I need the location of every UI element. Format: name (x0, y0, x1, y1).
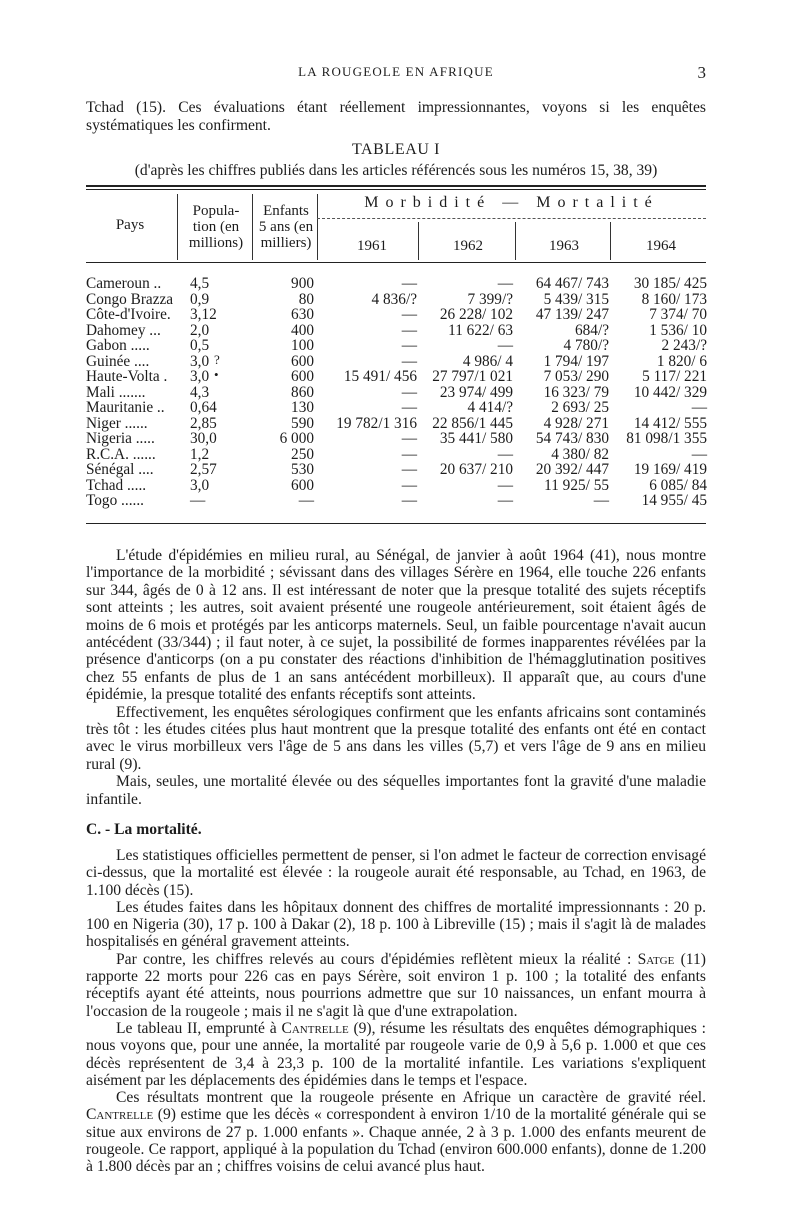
running-head (86, 64, 706, 86)
cell-enfants: 80 (298, 290, 314, 308)
table-row (86, 337, 706, 354)
text-run: Le tableau II, emprunté à (116, 1019, 282, 1037)
cell-1964: 14 955/ 45 (641, 492, 707, 509)
cell-1963: 54 743/ 830 (535, 430, 609, 447)
cell-1963: 20 392/ 447 (535, 461, 609, 478)
cell-1963: 1 794/ 197 (543, 352, 609, 370)
table-row (86, 492, 706, 509)
cell-population: 2,85 (190, 414, 217, 432)
cell-population: 30,0 (190, 430, 217, 447)
cell-1961: — (401, 337, 417, 354)
cell-population: — (190, 492, 206, 509)
cell-1963: 4 780/? (563, 337, 609, 354)
cell-pays: Guinée .... (86, 352, 150, 370)
table-header-rule (86, 262, 706, 263)
table-row (86, 399, 706, 416)
cell-enfants: — (298, 492, 314, 509)
cell-1961: — (401, 445, 417, 463)
paragraph: Les statistiques officielles permettent de penser, si l'on admet le facteur de correction envisagé ci-dessus, que la mortalité est élevée : la rougeole aurait été responsable, au Tchad, en 1963, de 1.100 décès (15). (86, 847, 706, 899)
page-number: 3 (697, 63, 706, 82)
header-underline (317, 218, 706, 219)
cell-1961: — (401, 306, 417, 323)
cell-1964: — (691, 399, 707, 416)
cell-1961: — (401, 275, 417, 292)
margin-mark: ? (214, 352, 220, 367)
cell-1963: 7 053/ 290 (543, 368, 609, 385)
cell-1963: 16 323/ 79 (543, 383, 609, 401)
cell-population: 0,64 (190, 399, 217, 416)
cell-population: 4,3 (190, 383, 210, 401)
cell-1961: 15 491/ 456 (343, 368, 417, 385)
header-enfants-line: 5 ans (en (258, 219, 314, 235)
cell-1963: 11 925/ 55 (544, 476, 609, 494)
cell-1962: 23 974/ 499 (439, 383, 513, 401)
text-run: (9), résume les résultats des enquêtes démographiques : nous voyons que, pour une année, la mortalité par rougeole varie de 0,9 à 5,6 p. 1.000 et que ces décès représentent de 3,4 à 23,3 p. 100 de la mortalité infantile. Les variations s'expliquent aisément par les déplacements des épidémies dans le temps et l'espace. (86, 1019, 706, 1089)
text-run: (9) estime que les décès « correspondent à environ 1/10 de la mortalité générale qui se situe aux environs de 27 p. 1.000 enfants ». Chaque année, 2 à 3 p. 1.000 des enfants meurent de rougeole. Ce rapport, appliqué à la population du Tchad (environ 600.000 enfants), donne de 1.200 à 1.800 décès par an ; chiffres voisins de celui avancé plus haut. (86, 1106, 706, 1176)
header-morbidite-mortalite: Morbidité — Mortalité (364, 194, 659, 211)
cell-pays: Togo ...... (86, 492, 144, 509)
table-top-rule-thin (86, 189, 706, 190)
body-text (86, 547, 706, 808)
cell-pays: Gabon ..... (86, 337, 150, 354)
cell-pays: Niger ...... (86, 414, 148, 432)
cell-1962: 22 856/1 445 (432, 414, 513, 432)
text-run: Par contre, les chiffres relevés au cours d'épidémies reflètent mieux la réalité : (116, 950, 638, 968)
cell-pays: Côte-d'Ivoire. (86, 306, 171, 323)
cell-pays: Sénégal .... (86, 461, 154, 478)
table-row (86, 384, 706, 401)
header-divider (177, 194, 178, 260)
paragraph (86, 951, 706, 1020)
cell-1964: 14 412/ 555 (633, 414, 707, 432)
cell-1962: 7 399/? (467, 290, 513, 308)
cell-1963: 2 693/ 25 (551, 399, 609, 416)
table-row (86, 446, 706, 463)
cell-population: 3,0 (190, 352, 210, 370)
cell-pays: Haute-Volta . (86, 368, 168, 385)
cell-1964: 7 374/ 70 (649, 306, 707, 323)
cell-1961: 4 836/? (371, 290, 417, 308)
table-row (86, 306, 706, 323)
cell-1962: 20 637/ 210 (439, 461, 513, 478)
cell-enfants: 630 (291, 306, 314, 323)
body-text-mortalite (86, 847, 706, 1176)
cell-1961: — (401, 461, 417, 478)
paragraph: Les études faites dans les hôpitaux donnent des chiffres de mortalité impressionnants : 20 p. 100 en Nigeria (30), 17 p. 100 à Dakar (2), 18 p. 100 à Libreville (15) ; mais il s'agit là de malades hospitalisés en général gravement atteints. (86, 898, 706, 951)
table-row (86, 461, 706, 478)
table-top-rule (86, 185, 706, 187)
cell-pays: Mali ....... (86, 383, 146, 401)
cell-1962: — (497, 275, 513, 292)
cell-1964: 2 243/? (661, 337, 707, 354)
intro-paragraph: Tchad (15). Ces évaluations étant réellement impressionnantes, voyons si les enquêtes systématiques les confirment. (86, 99, 706, 134)
table-row (86, 275, 706, 292)
cell-population: 1,2 (190, 445, 210, 463)
cell-1964: 30 185/ 425 (633, 275, 707, 292)
table-row (86, 415, 706, 432)
header-year-1964: 1964 (646, 238, 676, 254)
cell-population: 2,0 (190, 321, 210, 339)
header-divider (515, 222, 516, 260)
text-run: (11) rapporte 22 morts pour 226 cas en pays Sérère, soit environ 1 p. 100 ; la totalité des enfants réceptifs ayant été atteints, nous pourrions admettre que sur 10 naissances, un enfant mourra à l'occasion de la rougeole ; mais il ne s'agit là que d'une extrapolation. (86, 950, 706, 1020)
cell-1963: 64 467/ 743 (535, 275, 609, 292)
cell-enfants: 860 (291, 383, 314, 401)
cell-1962: 4 414/? (467, 399, 513, 416)
cell-1962: 35 441/ 580 (439, 430, 513, 447)
table-row (86, 291, 706, 308)
paragraph (86, 1020, 706, 1089)
cell-population: 4,5 (190, 275, 210, 292)
cell-population: 0,5 (190, 337, 210, 354)
cell-1961: — (401, 383, 417, 401)
table-title: TABLEAU I (351, 141, 441, 158)
paragraph: Mais, seules, une mortalité élevée ou des séquelles importantes font la gravité d'une maladie infantile. (86, 773, 706, 808)
cell-1964: 6 085/ 84 (649, 476, 707, 494)
cell-enfants: 600 (291, 368, 314, 385)
table-caption: (d'après les chiffres publiés dans les articles référencés sous les numéros 15, 38, 39) (134, 162, 658, 179)
cell-1962: — (497, 476, 513, 494)
cell-1961: — (401, 352, 417, 370)
cell-1961: — (401, 430, 417, 447)
cell-1963: 47 139/ 247 (535, 306, 609, 323)
paragraph: Effectivement, les enquêtes sérologiques confirment que les enfants africains sont contaminés très tôt : les études citées plus haut montrent que la presque totalité des enfants ont été en contact avec le virus morbilleux vers l'âge de 5 ans dans les villes (5,7) et vers l'âge de 9 ans en milieu rural (9). (86, 703, 706, 773)
table-row (86, 353, 706, 370)
cell-pays: Dahomey ... (86, 321, 161, 339)
cell-1964: 1 536/ 10 (649, 321, 707, 339)
text-run: Ces résultats montrent que la rougeole présente en Afrique un caractère de gravité réel. (116, 1089, 706, 1107)
cell-1962: — (497, 492, 513, 509)
table-bottom-rule (86, 523, 706, 524)
cell-1964: 10 442/ 329 (633, 383, 707, 401)
header-population (180, 203, 252, 251)
header-divider (418, 222, 419, 260)
cell-1963: 5 439/ 315 (543, 290, 609, 308)
cell-1961: — (401, 321, 417, 339)
header-population-line: tion (en (192, 219, 240, 235)
cell-1963: 4 928/ 271 (543, 414, 609, 432)
header-enfants-line: milliers) (260, 235, 312, 251)
header-population-line: Popula- (192, 203, 240, 219)
cell-1964: 8 160/ 173 (641, 290, 707, 308)
cell-enfants: 600 (291, 476, 314, 494)
running-title: LA ROUGEOLE EN AFRIQUE (298, 64, 494, 79)
cell-1964: 19 169/ 419 (633, 461, 707, 478)
cell-1963: — (593, 492, 609, 509)
section-heading: C. - La mortalité. (86, 821, 202, 838)
cell-1964: 1 820/ 6 (656, 352, 707, 370)
table-row (86, 430, 706, 447)
cell-1962: 4 986/ 4 (462, 352, 513, 370)
cell-1961: — (401, 492, 417, 509)
cell-pays: Tchad ..... (86, 476, 147, 494)
cell-1962: 26 228/ 102 (439, 306, 513, 323)
cell-pays: Cameroun .. (86, 275, 162, 292)
cell-pays: Mauritanie .. (86, 399, 165, 416)
cell-1962: — (497, 337, 513, 354)
header-enfants-line: Enfants (263, 203, 309, 219)
cell-1964: — (691, 445, 707, 463)
cell-1962: — (497, 445, 513, 463)
table-row (86, 477, 706, 494)
header-population-line: millions) (188, 235, 244, 251)
cell-enfants: 900 (291, 275, 314, 292)
cell-enfants: 6 000 (279, 430, 314, 447)
cell-1962: 27 797/1 021 (432, 368, 513, 385)
cell-1964: 81 098/1 355 (626, 430, 707, 447)
cell-1964: 5 117/ 221 (642, 368, 707, 385)
cell-1961: 19 782/1 316 (336, 414, 417, 432)
paragraph (86, 1089, 706, 1175)
cell-enfants: 530 (291, 461, 314, 478)
cell-pays: R.C.A. ...... (86, 445, 156, 463)
cell-enfants: 600 (291, 352, 314, 370)
cell-population: 3,0 (190, 368, 210, 385)
cell-1961: — (401, 399, 417, 416)
cell-1961: — (401, 476, 417, 494)
cell-pays: Nigeria ..... (86, 430, 155, 447)
cell-1962: 11 622/ 63 (448, 321, 513, 339)
cell-enfants: 590 (291, 414, 314, 432)
author-name: Satge (637, 950, 675, 968)
cell-population: 3,0 (190, 476, 210, 494)
margin-mark: • (214, 367, 219, 382)
cell-1963: 684/? (575, 321, 609, 339)
cell-enfants: 100 (291, 337, 314, 354)
paragraph: L'étude d'épidémies en milieu rural, au Sénégal, de janvier à août 1964 (41), nous montre l'importance de la morbidité ; sévissant dans des villages Sérère en 1964, elle touche 226 enfants sur 344, âgés de 0 à 12 ans. Il est intéressant de noter que la presque totalité des sujets réceptifs sont atteints ; les autres, soit avaient présenté une rougeole antérieurement, soit étaient âgés de moins de 6 mois et protégés par les anticorps maternels. Seul, un faible pourcentage n'avait aucun antécédent (33/344) ; il faut noter, à ce sujet, la possibilité de formes inapparentes révélées par la présence d'anticorps (on a pu constater des réactions d'inhibition de l'hémagglutination positives chez 55 enfants de plus de 1 an sans antécédent morbilleux). Il apparaît que, au cours d'une épidémie, la presque totalité des enfants réceptifs sont atteints. (86, 547, 706, 704)
header-year-1962: 1962 (453, 238, 483, 254)
cell-1963: 4 380/ 82 (551, 445, 609, 463)
header-year-1963: 1963 (549, 238, 579, 254)
cell-population: 3,12 (190, 306, 217, 323)
header-year-1961: 1961 (357, 238, 387, 254)
cell-population: 2,57 (190, 461, 217, 478)
header-divider (610, 222, 611, 260)
header-enfants (253, 203, 319, 251)
cell-enfants: 250 (291, 445, 314, 463)
cell-enfants: 130 (291, 399, 314, 416)
table-row (86, 322, 706, 339)
cell-pays: Congo Brazza (86, 290, 174, 308)
cell-population: 0,9 (190, 290, 210, 308)
author-name: Cantrelle (281, 1019, 349, 1037)
header-pays: Pays (115, 217, 145, 233)
author-name: Cantrelle (86, 1106, 154, 1124)
table-row (86, 368, 706, 385)
cell-enfants: 400 (291, 321, 314, 339)
